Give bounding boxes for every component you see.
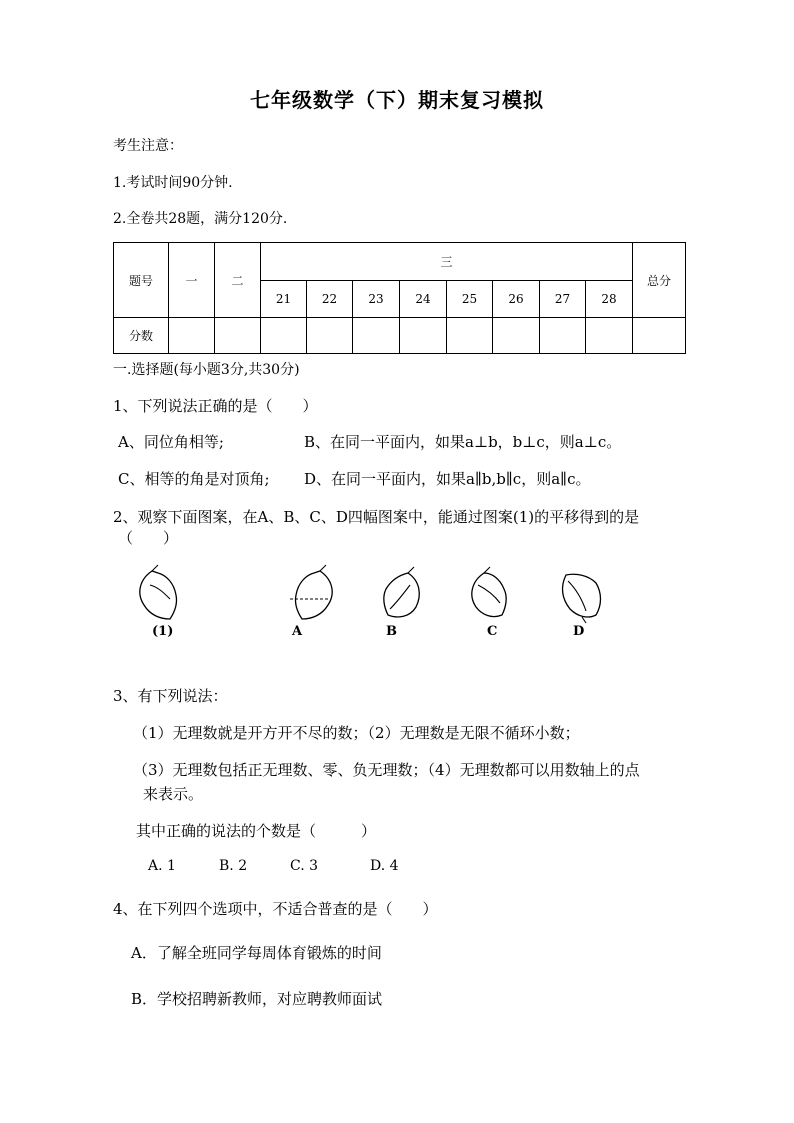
q3-option-b: B. 2 [219, 858, 248, 874]
q3-line-3: 来表示。 [143, 785, 204, 803]
header-part-2: 二 [215, 243, 261, 318]
score-cell [307, 318, 353, 354]
notice-item-2: 2.全卷共28题，满分120分. [113, 211, 288, 227]
score-cell [215, 318, 261, 354]
page-title: 七年级数学（下）期末复习模拟 [250, 88, 544, 112]
leaf-label-1: (1) [152, 624, 174, 639]
score-cell [493, 318, 540, 354]
q3-question: 其中正确的说法的个数是（ ） [136, 822, 377, 840]
row-score-label: 分数 [114, 318, 169, 354]
header-total: 总分 [633, 243, 686, 318]
notice-heading: 考生注意： [113, 138, 183, 154]
leaf-figure-a [282, 565, 342, 625]
sub-col: 26 [493, 281, 540, 318]
q1-stem: 1、下列说法正确的是（ ） [113, 397, 318, 415]
header-part-1: 一 [169, 243, 215, 318]
score-cell [169, 318, 215, 354]
header-part-3: 三 [261, 243, 633, 281]
q1-option-a: A、同位角相等; [118, 433, 224, 451]
score-cell [353, 318, 400, 354]
score-cell [261, 318, 307, 354]
sub-col: 24 [400, 281, 447, 318]
section-heading: 一.选择题(每小题3分,共30分) [113, 362, 300, 378]
leaf-label-d: D [573, 624, 585, 639]
leaf-figure-b [372, 565, 432, 625]
leaf-figure-c [460, 565, 520, 625]
notice-item-1: 1.考试时间90分钟. [113, 175, 233, 191]
leaf-figure-d [552, 565, 612, 625]
sub-col: 21 [261, 281, 307, 318]
q3-stem: 3、有下列说法： [113, 687, 228, 705]
q3-line-2: （3）无理数包括正无理数、零、负无理数；（4）无理数都可以用数轴上的点 [133, 761, 640, 779]
score-cell [540, 318, 586, 354]
q4-option-a: A．了解全班同学每周体育锻炼的时间 [131, 944, 382, 962]
sub-col: 25 [447, 281, 493, 318]
q3-option-d: D. 4 [370, 858, 399, 874]
leaf-label-c: C [487, 624, 498, 639]
q2-paren: （ ） [118, 529, 179, 547]
score-cell [586, 318, 633, 354]
score-cell [400, 318, 447, 354]
q3-option-c: C. 3 [290, 858, 319, 874]
leaf-label-b: B [386, 624, 397, 639]
q4-option-b: B．学校招聘新教师，对应聘教师面试 [131, 990, 383, 1008]
header-tihao: 题号 [114, 243, 169, 318]
q3-line-1: （1）无理数就是开方开不尽的数；（2）无理数是无限不循环小数； [133, 724, 580, 742]
sub-col: 22 [307, 281, 353, 318]
q1-option-c: C、相等的角是对顶角; [118, 470, 270, 488]
sub-col: 23 [353, 281, 400, 318]
score-cell [447, 318, 493, 354]
leaf-figure-1 [130, 565, 190, 625]
q1-option-b: B、在同一平面内，如果a⊥b，b⊥c，则a⊥c。 [304, 433, 622, 451]
q2-stem: 2、观察下面图案，在A、B、C、D四幅图案中，能通过图案(1)的平移得到的是 [113, 508, 640, 526]
score-table [113, 242, 686, 354]
q1-option-d: D、在同一平面内，如果a∥b,b∥c，则a∥c。 [304, 470, 591, 488]
leaf-label-a: A [292, 624, 303, 639]
sub-col: 28 [586, 281, 633, 318]
score-cell [633, 318, 686, 354]
q4-stem: 4、在下列四个选项中，不适合普查的是（ ） [113, 900, 438, 918]
sub-col: 27 [540, 281, 586, 318]
q3-option-a: A. 1 [148, 858, 176, 874]
